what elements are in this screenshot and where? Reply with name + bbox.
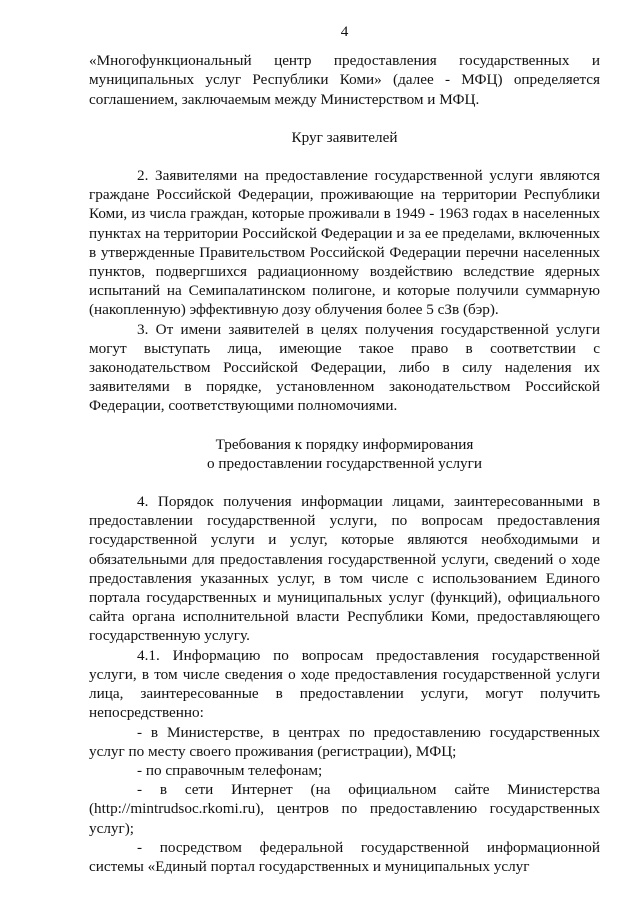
heading-informing-requirements	[89, 435, 600, 473]
list-item-internet: - в сети Интернет (на официальном сайте Министерства (http://mintrudsoc.rkomi.ru), центров по предоставлению государственных услуг);	[89, 781, 600, 837]
paragraph-4-1: 4.1. Информацию по вопросам предоставления государственной услуги, в том числе сведения о ходе предоставления государственной услуги лица, заинтересованные в предоставлении услуги, могут получить непосредственно:	[89, 646, 600, 722]
page-number: 4	[340, 23, 349, 40]
document-page	[89, 22, 600, 876]
list-item-ministry: - в Министерстве, в центрах по предоставлению государственных услуг по месту своего проживания (регистрации), МФЦ;	[89, 723, 600, 760]
list-item-phones: - по справочным телефонам;	[137, 761, 323, 779]
paragraph-4: 4. Порядок получения информации лицами, заинтересованными в предоставлении государственной услуги, по вопросам предоставления государственной услуги и услуг, которые являются необходимыми и обязательными для предоставления государственной услуги, сведений о ходе предоставления указанных услуг, в том числе с использованием Единого портала государственных и муниципальных услуг (функций), официального сайта органа исполнительной власти Республики Коми, предоставляющего государственную услугу.	[89, 493, 600, 645]
paragraph-2: 2. Заявителями на предоставление государственной услуги являются граждане Российской Федерации, проживающие на территории Республики Коми, из числа граждан, которые проживали в 1949 - 1963 годах в населенных пунктах на территории Российской Федерации и за ее пределами, включенных в утвержденные Правительством Российской Федерации перечни населенных пунктов, подвергшихся радиационному воздействию вследствие ядерных испытаний на Семипалатинском полигоне, и которые получили суммарную (накопленную) эффективную дозу облучения более 5 сЗв (бэр).	[89, 167, 600, 319]
paragraph-mfc-agreement: «Многофункциональный центр предоставления государственных и муниципальных услуг Республики Коми» (далее - МФЦ) определяется соглашением, заключаемым между Министерством и МФЦ.	[89, 52, 600, 108]
paragraph-3: 3. От имени заявителей в целях получения государственной услуги могут выступать лица, имеющие такое право в соответствии с законодательством Российской Федерации, либо в силу наделения их заявителями в порядке, установленном законодательством Российской Федерации, соответствующими полномочиями.	[89, 320, 600, 415]
list-item-federal-portal: - посредством федеральной государственной информационной системы «Единый портал государственных и муниципальных услуг	[89, 838, 600, 875]
heading-line-1: Требования к порядку информирования	[215, 435, 474, 453]
heading-applicants: Круг заявителей	[291, 128, 398, 146]
heading-line-2: о предоставлении государственной услуги	[206, 454, 483, 472]
